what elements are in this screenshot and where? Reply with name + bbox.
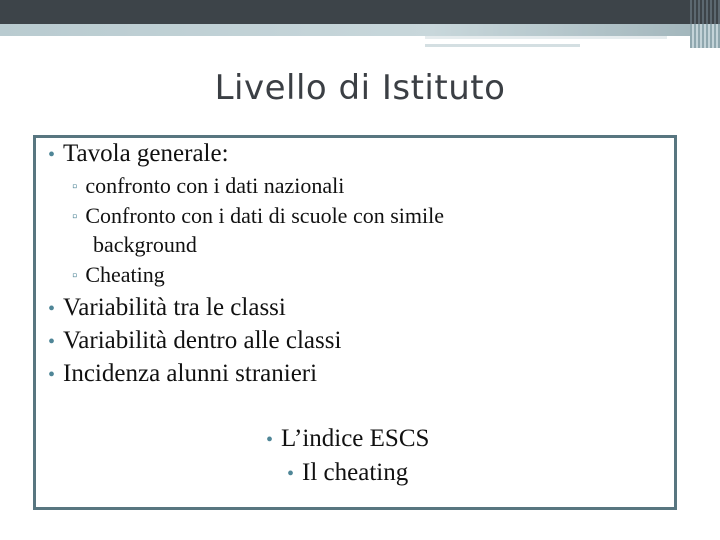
bullet-text: Tavola generale: <box>63 140 229 167</box>
bullet-text: Variabilità dentro alle classi <box>63 327 342 354</box>
header-thin-line-2 <box>425 44 580 47</box>
note-indice-escs <box>266 425 429 453</box>
note-cheating <box>287 459 408 487</box>
header-teal-band <box>0 24 720 36</box>
note-text: L’indice ESCS <box>281 425 430 452</box>
sub-bullet-text: confronto con i dati nazionali <box>85 173 345 198</box>
slide-title: Livello di Istituto <box>214 68 506 108</box>
bullet-dot-icon: • <box>48 144 56 166</box>
sub-bullet-continuation <box>93 232 197 258</box>
header-dark-bar <box>0 0 720 24</box>
sub-bullet-text: Confronto con i dati di scuole con simile <box>85 203 444 228</box>
bullet-dot-icon: • <box>48 331 56 353</box>
bullet-text: Incidenza alunni stranieri <box>63 360 318 387</box>
header-stripes <box>690 0 720 24</box>
sub-bullet-square-icon: ▫ <box>72 268 78 284</box>
sub-bullet-confronto-nazionali <box>72 173 344 199</box>
header-thin-line <box>425 36 667 39</box>
bullet-variabilita-dentro <box>48 327 341 355</box>
sub-bullet-cheating <box>72 262 165 288</box>
bullet-incidenza <box>48 360 317 388</box>
bullet-tavola-generale <box>48 140 229 168</box>
sub-bullet-text: background <box>93 232 197 257</box>
sub-bullet-square-icon: ▫ <box>72 209 78 225</box>
bullet-dot-icon: • <box>287 463 295 485</box>
header-teal-stripes <box>690 24 720 48</box>
bullet-variabilita-tra <box>48 294 286 322</box>
sub-bullet-text: Cheating <box>85 262 165 287</box>
note-text: Il cheating <box>302 459 409 486</box>
bullet-dot-icon: • <box>266 429 274 451</box>
bullet-dot-icon: • <box>48 298 56 320</box>
bullet-text: Variabilità tra le classi <box>63 294 286 321</box>
bullet-dot-icon: • <box>48 364 56 386</box>
sub-bullet-square-icon: ▫ <box>72 179 78 195</box>
sub-bullet-confronto-scuole <box>72 203 444 229</box>
